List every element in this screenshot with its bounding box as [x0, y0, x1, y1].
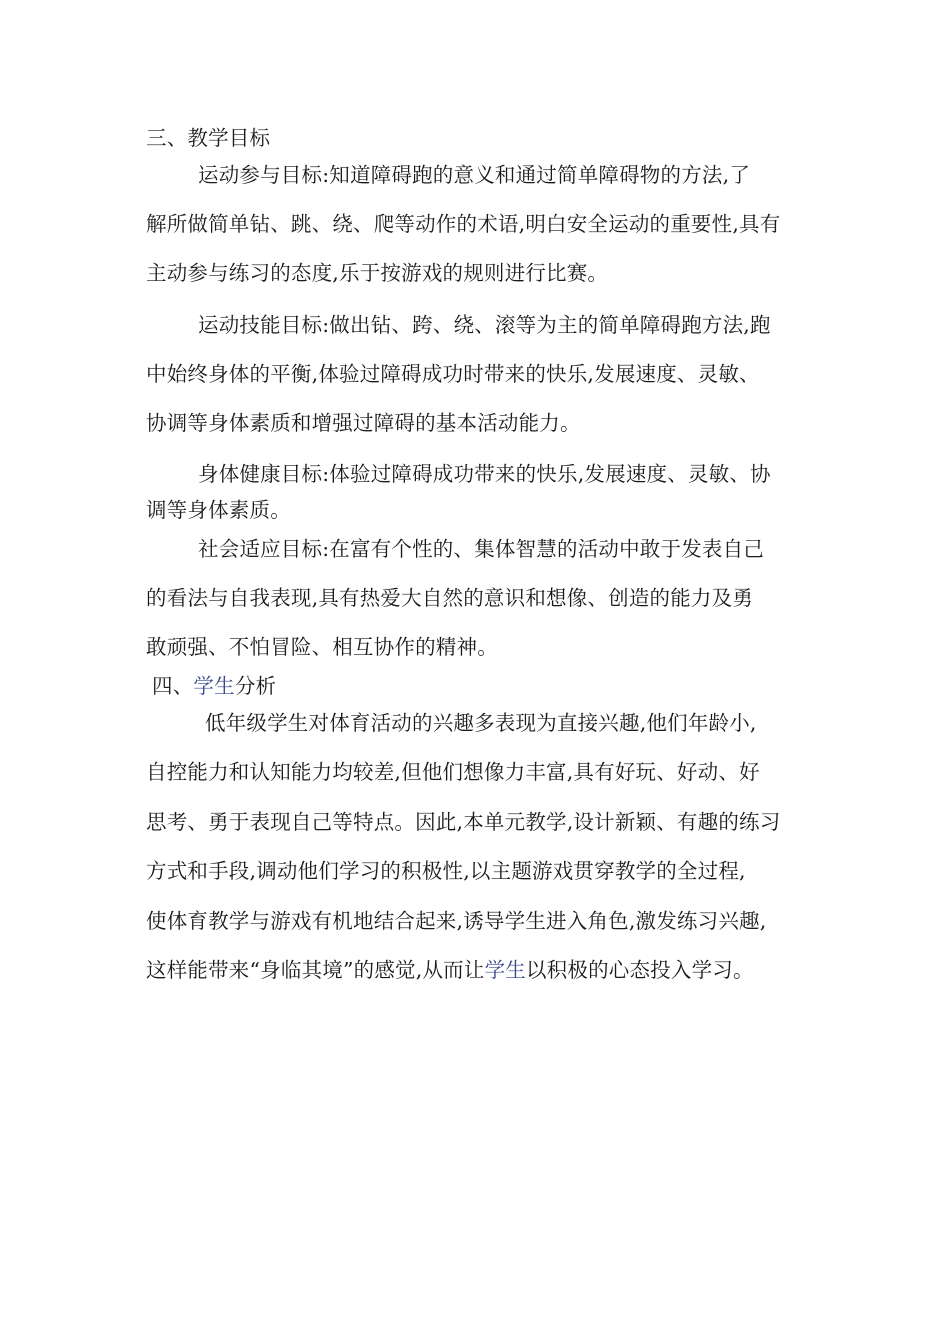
analysis-line-5: 使体育教学与游戏有机地结合起来,诱导学生进入角色,激发练习兴趣, [146, 909, 767, 933]
health-goal-line-2: 调等身体素质。 [146, 498, 291, 522]
student-link[interactable]: 学生 [193, 674, 235, 698]
health-goal-line-1: 身体健康目标:体验过障碍成功带来的快乐,发展速度、灵敏、协 [198, 462, 771, 486]
analysis-line-1: 低年级学生对体育活动的兴趣多表现为直接兴趣,他们年龄小, [205, 711, 757, 735]
analysis-line-3: 思考、勇于表现自己等特点。因此,本单元教学,设计新颖、有趣的练习 [146, 810, 781, 834]
participation-goal-line-1: 运动参与目标:知道障碍跑的意义和通过简单障碍物的方法,了 [198, 163, 751, 187]
section-4-heading-prefix: 四、 [152, 674, 194, 698]
social-goal-line-2: 的看法与自我表现,具有热爱大自然的意识和想像、创造的能力及勇 [146, 586, 754, 610]
section-4-heading-suffix: 分析 [234, 674, 277, 698]
participation-goal-line-2: 解所做简单钻、跳、绕、爬等动作的术语,明白安全运动的重要性,具有 [146, 212, 781, 236]
section-4-heading [152, 672, 276, 700]
analysis-line-4: 方式和手段,调动他们学习的积极性,以主题游戏贯穿教学的全过程, [146, 859, 746, 883]
skill-goal-line-2: 中始终身体的平衡,体验过障碍成功时带来的快乐,发展速度、灵敏、 [146, 362, 760, 386]
analysis-line-6-before: 这样能带来“身临其境”的感觉,从而让 [146, 958, 485, 982]
analysis-line-6 [146, 956, 754, 984]
skill-goal-line-1: 运动技能目标:做出钻、跨、绕、滚等为主的简单障碍跑方法,跑 [198, 313, 771, 337]
participation-goal-line-3: 主动参与练习的态度,乐于按游戏的规则进行比赛。 [146, 261, 609, 285]
social-goal-line-1: 社会适应目标:在富有个性的、集体智慧的活动中敢于发表自己 [198, 537, 765, 561]
social-goal-line-3: 敢顽强、不怕冒险、相互协作的精神。 [146, 635, 498, 659]
student-link-2[interactable]: 学生 [484, 958, 526, 982]
section-3-heading: 三、教学目标 [146, 126, 271, 150]
skill-goal-line-3: 协调等身体素质和增强过障碍的基本活动能力。 [146, 411, 581, 435]
analysis-line-2: 自控能力和认知能力均较差,但他们想像力丰富,具有好玩、好动、好 [146, 760, 760, 784]
analysis-line-6-after: 以积极的心态投入学习。 [525, 958, 754, 982]
